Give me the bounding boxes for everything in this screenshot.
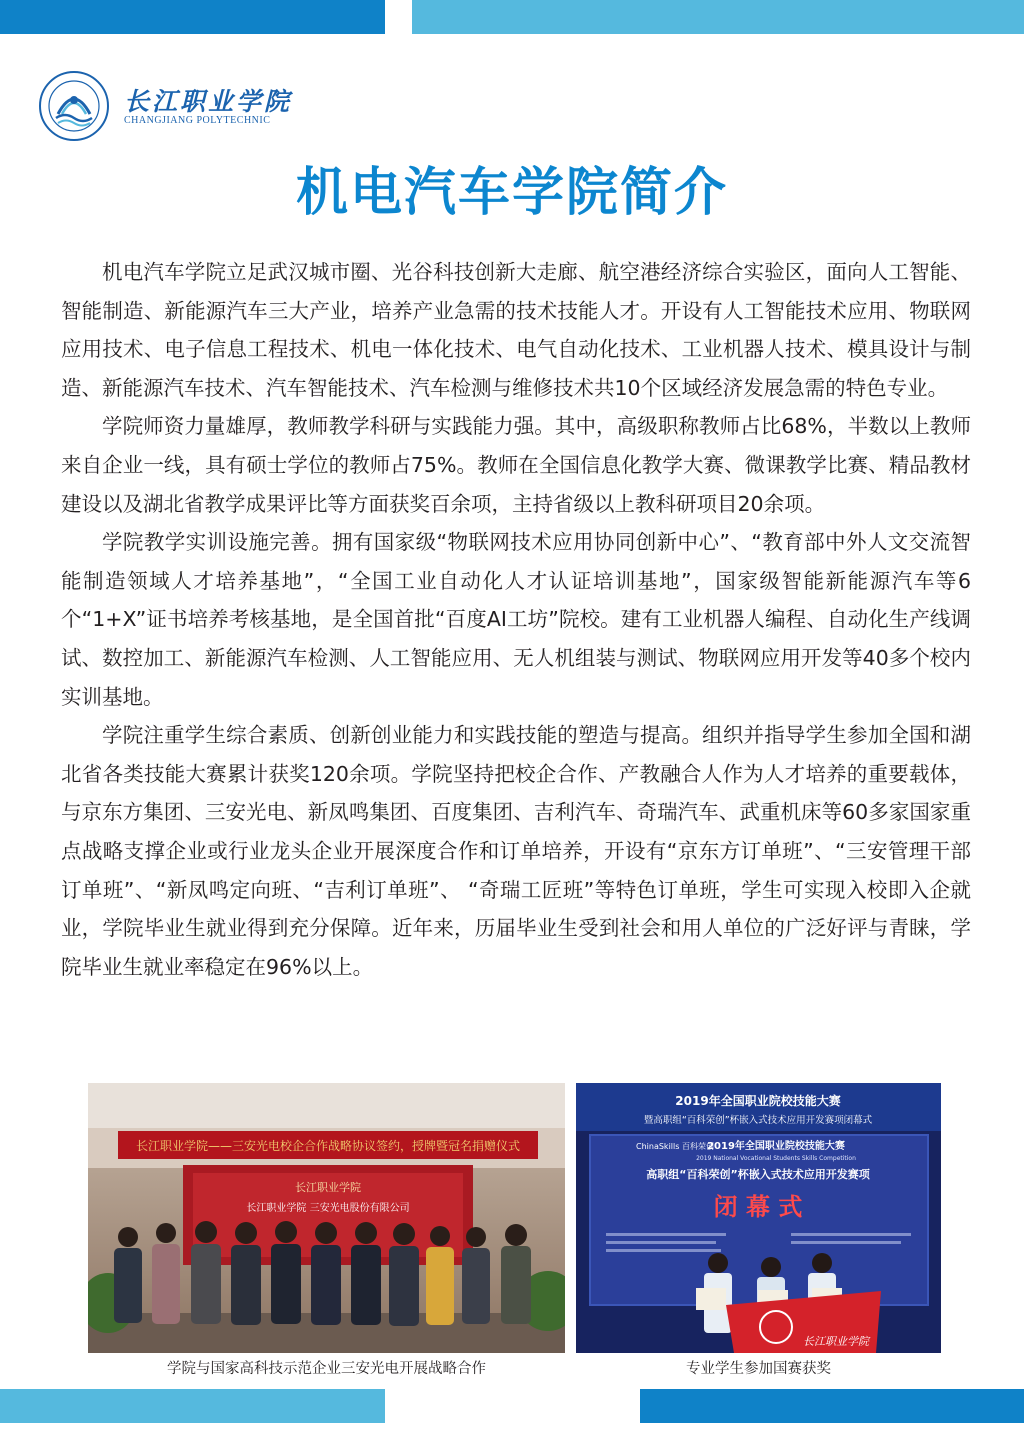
- logo: [38, 70, 298, 142]
- signing-ceremony-illustration: [88, 1083, 565, 1353]
- screen-closing: 闭 幕 式: [713, 1193, 803, 1221]
- photo-signing-ceremony: [88, 1083, 565, 1353]
- backdrop-line2: 长江职业学院 三安光电股份有限公司: [246, 1203, 410, 1214]
- backdrop-line1: 长江职业学院: [295, 1181, 361, 1194]
- screen-subtitle-en: 2019 National Vocational Students Skills Competition: [696, 1155, 856, 1162]
- banner-text: 长江职业学院——三安光电校企合作战略协议签约，授牌暨冠名捐赠仪式: [135, 1139, 521, 1153]
- banner-line2: 暨高职组“百科荣创”杯嵌入式技术应用开发赛项闭幕式: [643, 1115, 873, 1126]
- page-title: 机电汽车学院简介: [295, 163, 728, 223]
- paragraph: 机电汽车学院立足武汉城市圈、光谷科技创新大走廊、航空港经济综合实验区，面向人工智能、智能制造、新能源汽车三大产业，培养产业急需的技术技能人才。开设有人工智能技术应用、物联网应用技术、电子信息工程技术、机电一体化技术、电气自动化技术、工业机器人技术、模具设计与制造、新能源汽车技术、汽车智能技术、汽车检测与维修技术共10个区域经济发展急需的特色专业。: [61, 260, 971, 400]
- logo-name-en: CHANGJIANG POLYTECHNIC: [124, 115, 271, 126]
- competition-award-illustration: [576, 1083, 941, 1353]
- page-number: 01: [505, 1397, 525, 1415]
- top-bar-left: [0, 0, 385, 34]
- logo-name-cn: 长江职业学院: [124, 87, 293, 116]
- body-text: [61, 253, 971, 986]
- bottom-bar-right: [640, 1389, 1024, 1423]
- college-emblem-icon: [38, 70, 110, 142]
- flag-text: 长江职业学院: [803, 1335, 869, 1348]
- paragraph: 学院师资力量雄厚，教师教学科研与实践能力强。其中，高级职称教师占比68%，半数以上教师来自企业一线，具有硕士学位的教师占75%。教师在全国信息化教学大赛、微课教学比赛、精品教材建设以及湖北省教学成果评比等方面获奖百余项，主持省级以上教科研项目20余项。: [61, 414, 971, 516]
- top-bar-right: [412, 0, 1024, 34]
- paragraph: 学院注重学生综合素质、创新创业能力和实践技能的塑造与提高。组织并指导学生参加全国和湖北省各类技能大赛累计获奖120余项。学院坚持把校企合作、产教融合人作为人才培养的重要载体，与京东方集团、三安光电、新凤鸣集团、百度集团、吉利汽车、奇瑞汽车、武重机床等60多家国家重点战略支撑企业或行业龙头企业开展深度合作和订单培养，开设有“京东方订单班”、“三安管理干部订单班”、“新凤鸣定向班、“吉利订单班”、 “奇瑞工匠班”等特色订单班，学生可实现入校即入企就业，学院毕业生就业得到充分保障。近年来，历届毕业生受到社会和用人单位的广泛好评与青睐，学院毕业生就业率稳定在96%以上。: [61, 723, 971, 979]
- paragraph: 学院教学实训设施完善。拥有国家级“物联网技术应用协同创新中心”、“教育部中外人文交流智能制造领域人才培养基地”，“全国工业自动化人才认证培训基地”，国家级智能新能源汽车等6个“1+X”证书培养考核基地，是全国首批“百度AI工坊”院校。建有工业机器人编程、自动化生产线调试、数控加工、新能源汽车检测、人工智能应用、无人机组装与测试、物联网应用开发等40多个校内实训基地。: [61, 530, 971, 709]
- screen-event: 高职组“百科荣创”杯嵌入式技术应用开发赛项: [646, 1168, 870, 1181]
- caption-left: 学院与国家高科技示范企业三安光电开展战略合作: [167, 1361, 486, 1377]
- screen-title: 2019年全国职业院校技能大赛: [707, 1141, 845, 1152]
- photo-competition-award: [576, 1083, 941, 1353]
- banner-line1: 2019年全国职业院校技能大赛: [675, 1094, 841, 1108]
- screen-logos: ChinaSkills 百科荣创: [636, 1142, 714, 1151]
- bottom-bar-left: [0, 1389, 385, 1423]
- caption-right: 专业学生参加国赛获奖: [686, 1361, 831, 1377]
